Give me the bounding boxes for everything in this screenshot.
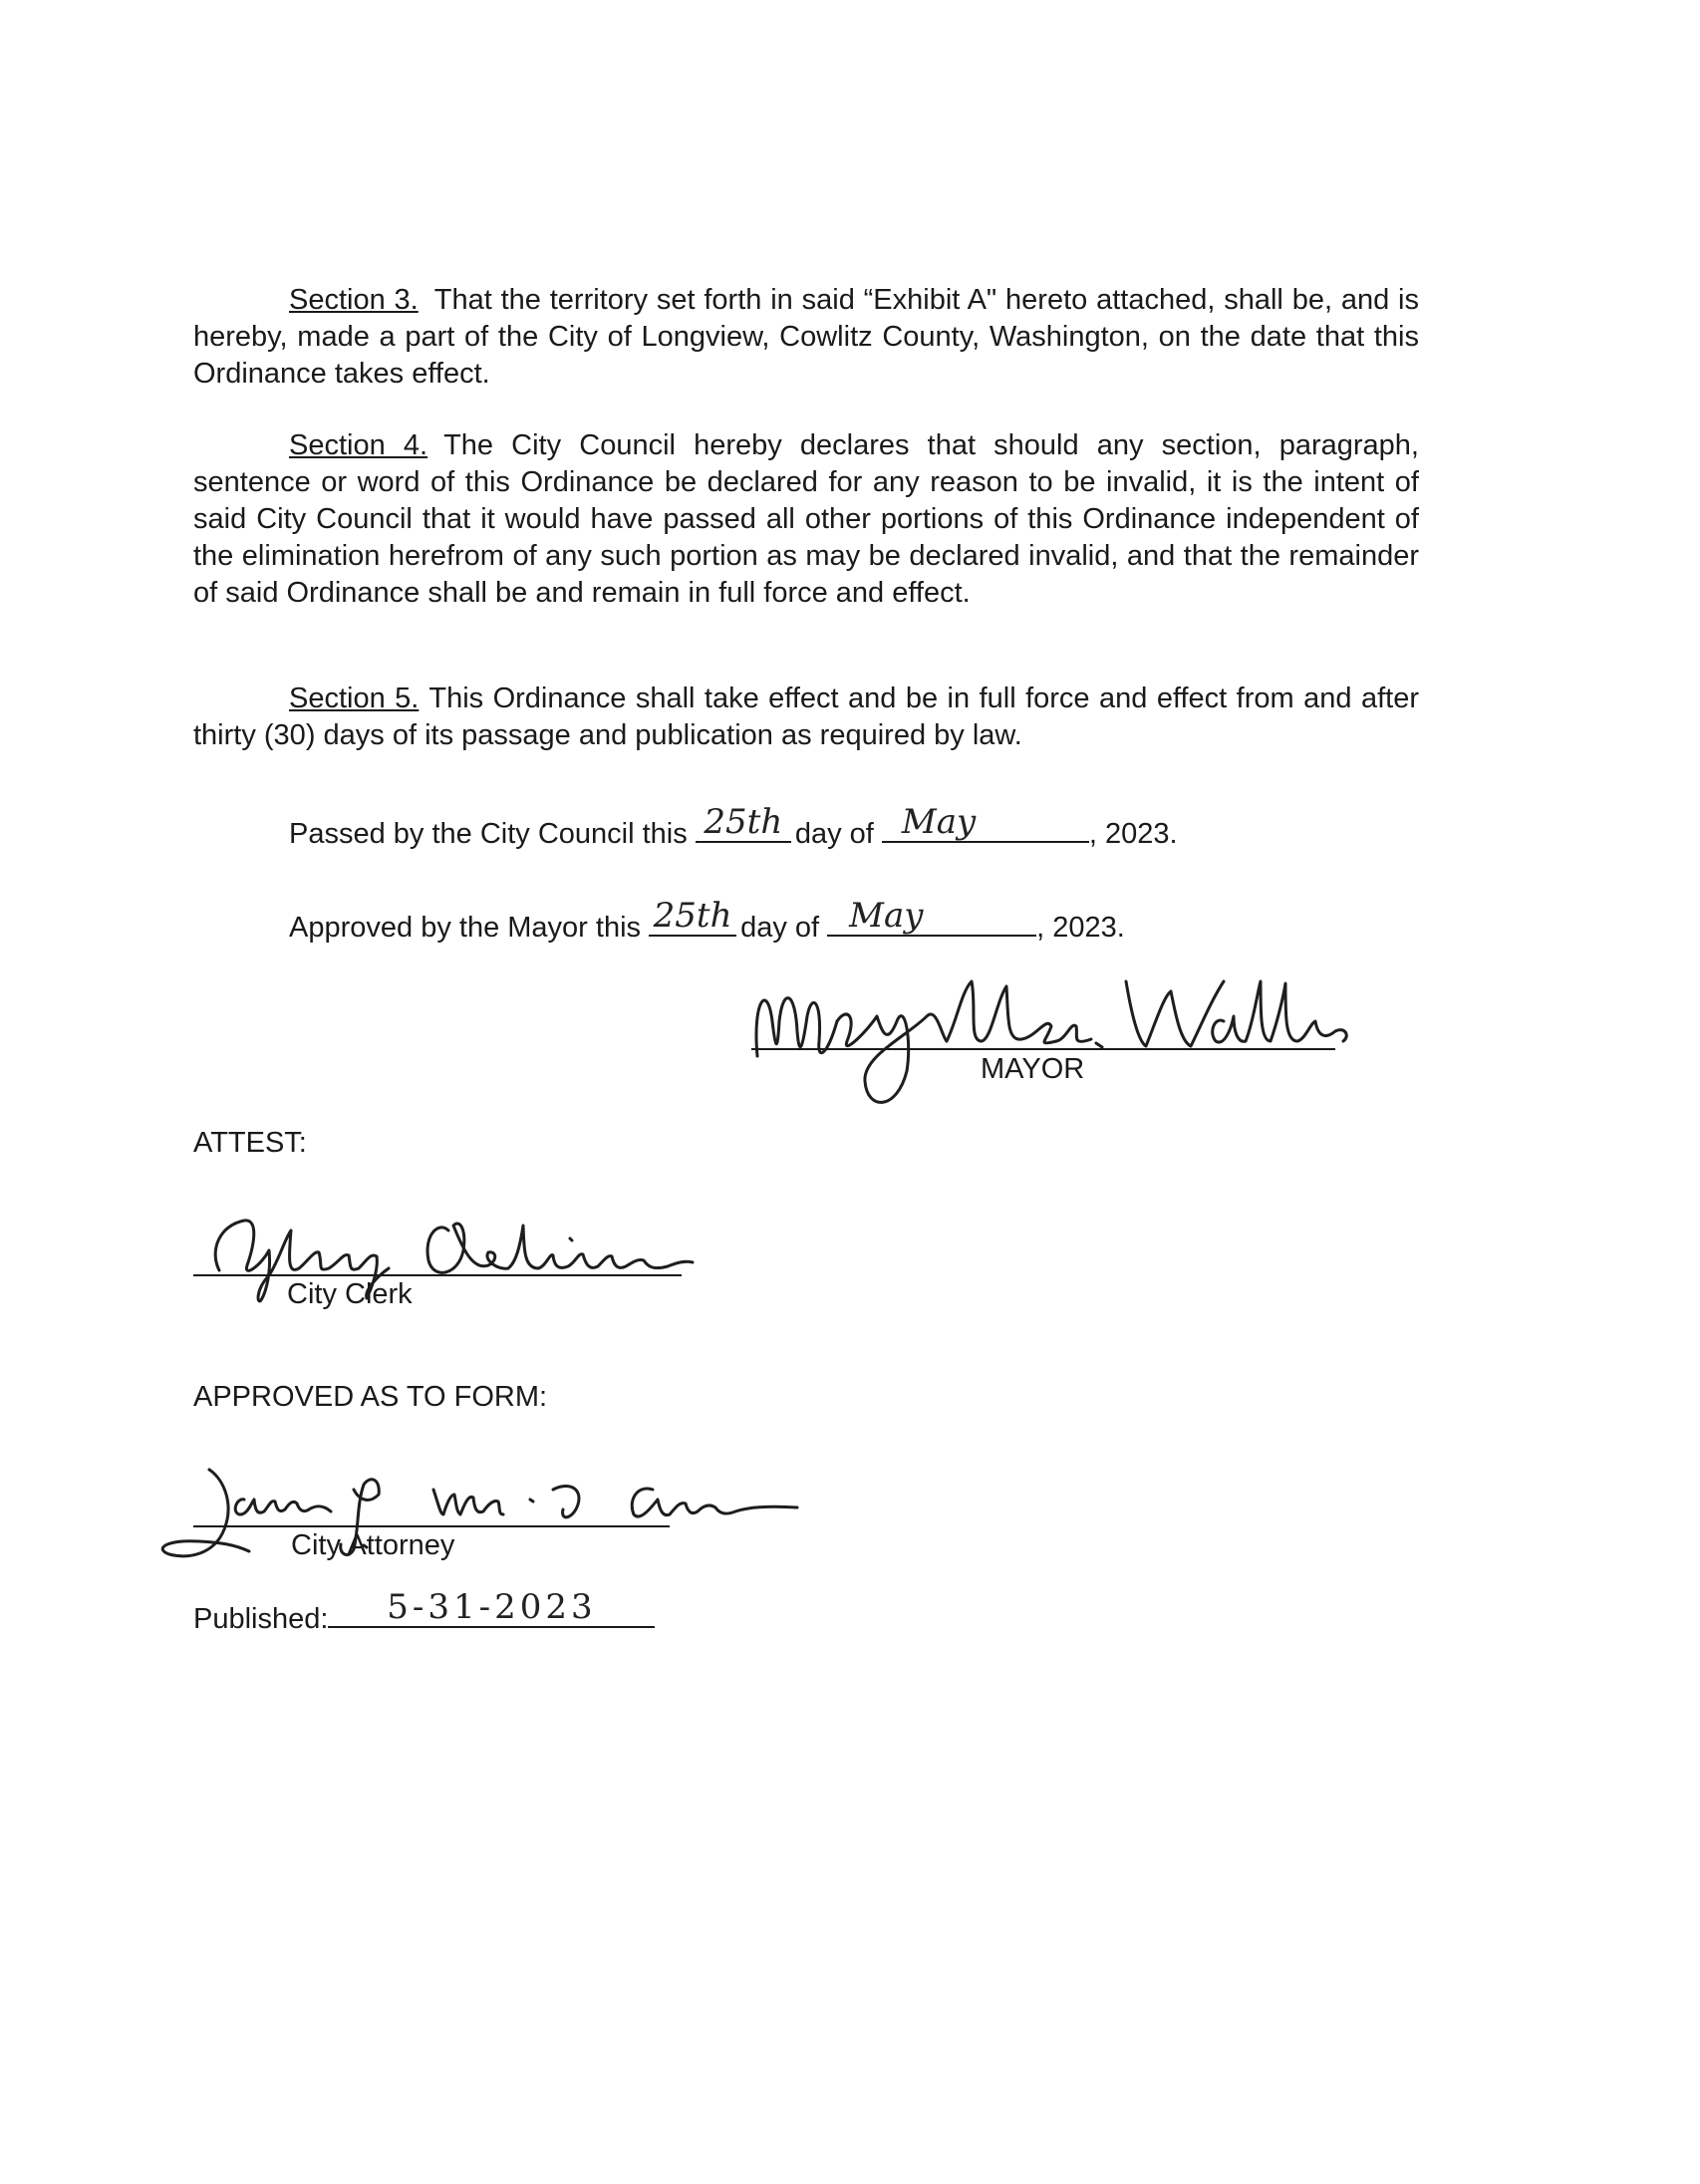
city-clerk-label: City Clerk bbox=[287, 1278, 413, 1310]
approved-as-to-form-heading: APPROVED AS TO FORM: bbox=[193, 1381, 548, 1413]
mayor-signature-line bbox=[751, 1048, 1335, 1050]
passed-line bbox=[289, 802, 1178, 853]
passed-month-handwritten: May bbox=[901, 802, 977, 842]
passed-month-field bbox=[882, 802, 1089, 843]
passed-day-handwritten: 25th bbox=[704, 802, 783, 842]
attest-heading: ATTEST: bbox=[193, 1127, 307, 1159]
section-5-label: Section 5. bbox=[289, 682, 420, 714]
passed-middle: day of bbox=[794, 818, 874, 850]
passed-prefix: Passed by the City Council this bbox=[289, 818, 688, 850]
passed-suffix: , 2023. bbox=[1088, 818, 1178, 850]
approved-day-field bbox=[649, 896, 736, 937]
section-5-paragraph bbox=[193, 681, 1419, 754]
published-date-field bbox=[328, 1587, 655, 1628]
city-attorney-label: City Attorney bbox=[291, 1529, 455, 1561]
section-3-text: That the territory set forth in said “Exhibit A" hereto attached, shall be, and is hereby, made a part of the City of Longview, Cowlitz County, Washington, on the date that this Ordinance takes effect. bbox=[193, 284, 1419, 390]
published-line bbox=[193, 1587, 655, 1638]
passed-day-field bbox=[696, 802, 791, 843]
city-attorney-signature bbox=[159, 1460, 807, 1579]
approved-month-field bbox=[827, 896, 1036, 937]
mayor-label: MAYOR bbox=[981, 1053, 1085, 1085]
published-label: Published: bbox=[193, 1603, 329, 1635]
section-5-text: This Ordinance shall take effect and be in full force and effect from and after thirty (30) days of its passage and publication as required by law. bbox=[193, 682, 1419, 751]
approved-middle: day of bbox=[740, 912, 820, 944]
approved-line bbox=[289, 896, 1125, 947]
city-clerk-signature bbox=[199, 1191, 698, 1310]
published-date-handwritten: 5-31-2023 bbox=[387, 1587, 597, 1627]
approved-prefix: Approved by the Mayor this bbox=[289, 912, 642, 944]
city-clerk-signature-line bbox=[193, 1274, 682, 1276]
section-4-label: Section 4. bbox=[289, 429, 428, 461]
section-4-paragraph bbox=[193, 427, 1419, 612]
section-3-paragraph bbox=[193, 282, 1419, 393]
approved-suffix: , 2023. bbox=[1036, 912, 1125, 944]
mayor-signature bbox=[747, 961, 1355, 1111]
city-attorney-signature-line bbox=[193, 1525, 670, 1527]
section-4-text: The City Council hereby declares that should any section, paragraph, sentence or word of this Ordinance be declared for any reason to be invalid, it is the intent of said City Council that it would have passed all other portions of this Ordinance independent of the elimination herefrom of any such portion as may be declared invalid, and that the remainder of said Ordinance shall be and remain in full force and effect. bbox=[193, 429, 1419, 609]
section-3-label: Section 3. bbox=[289, 284, 419, 316]
approved-day-handwritten: 25th bbox=[653, 896, 732, 936]
approved-month-handwritten: May bbox=[849, 896, 924, 936]
